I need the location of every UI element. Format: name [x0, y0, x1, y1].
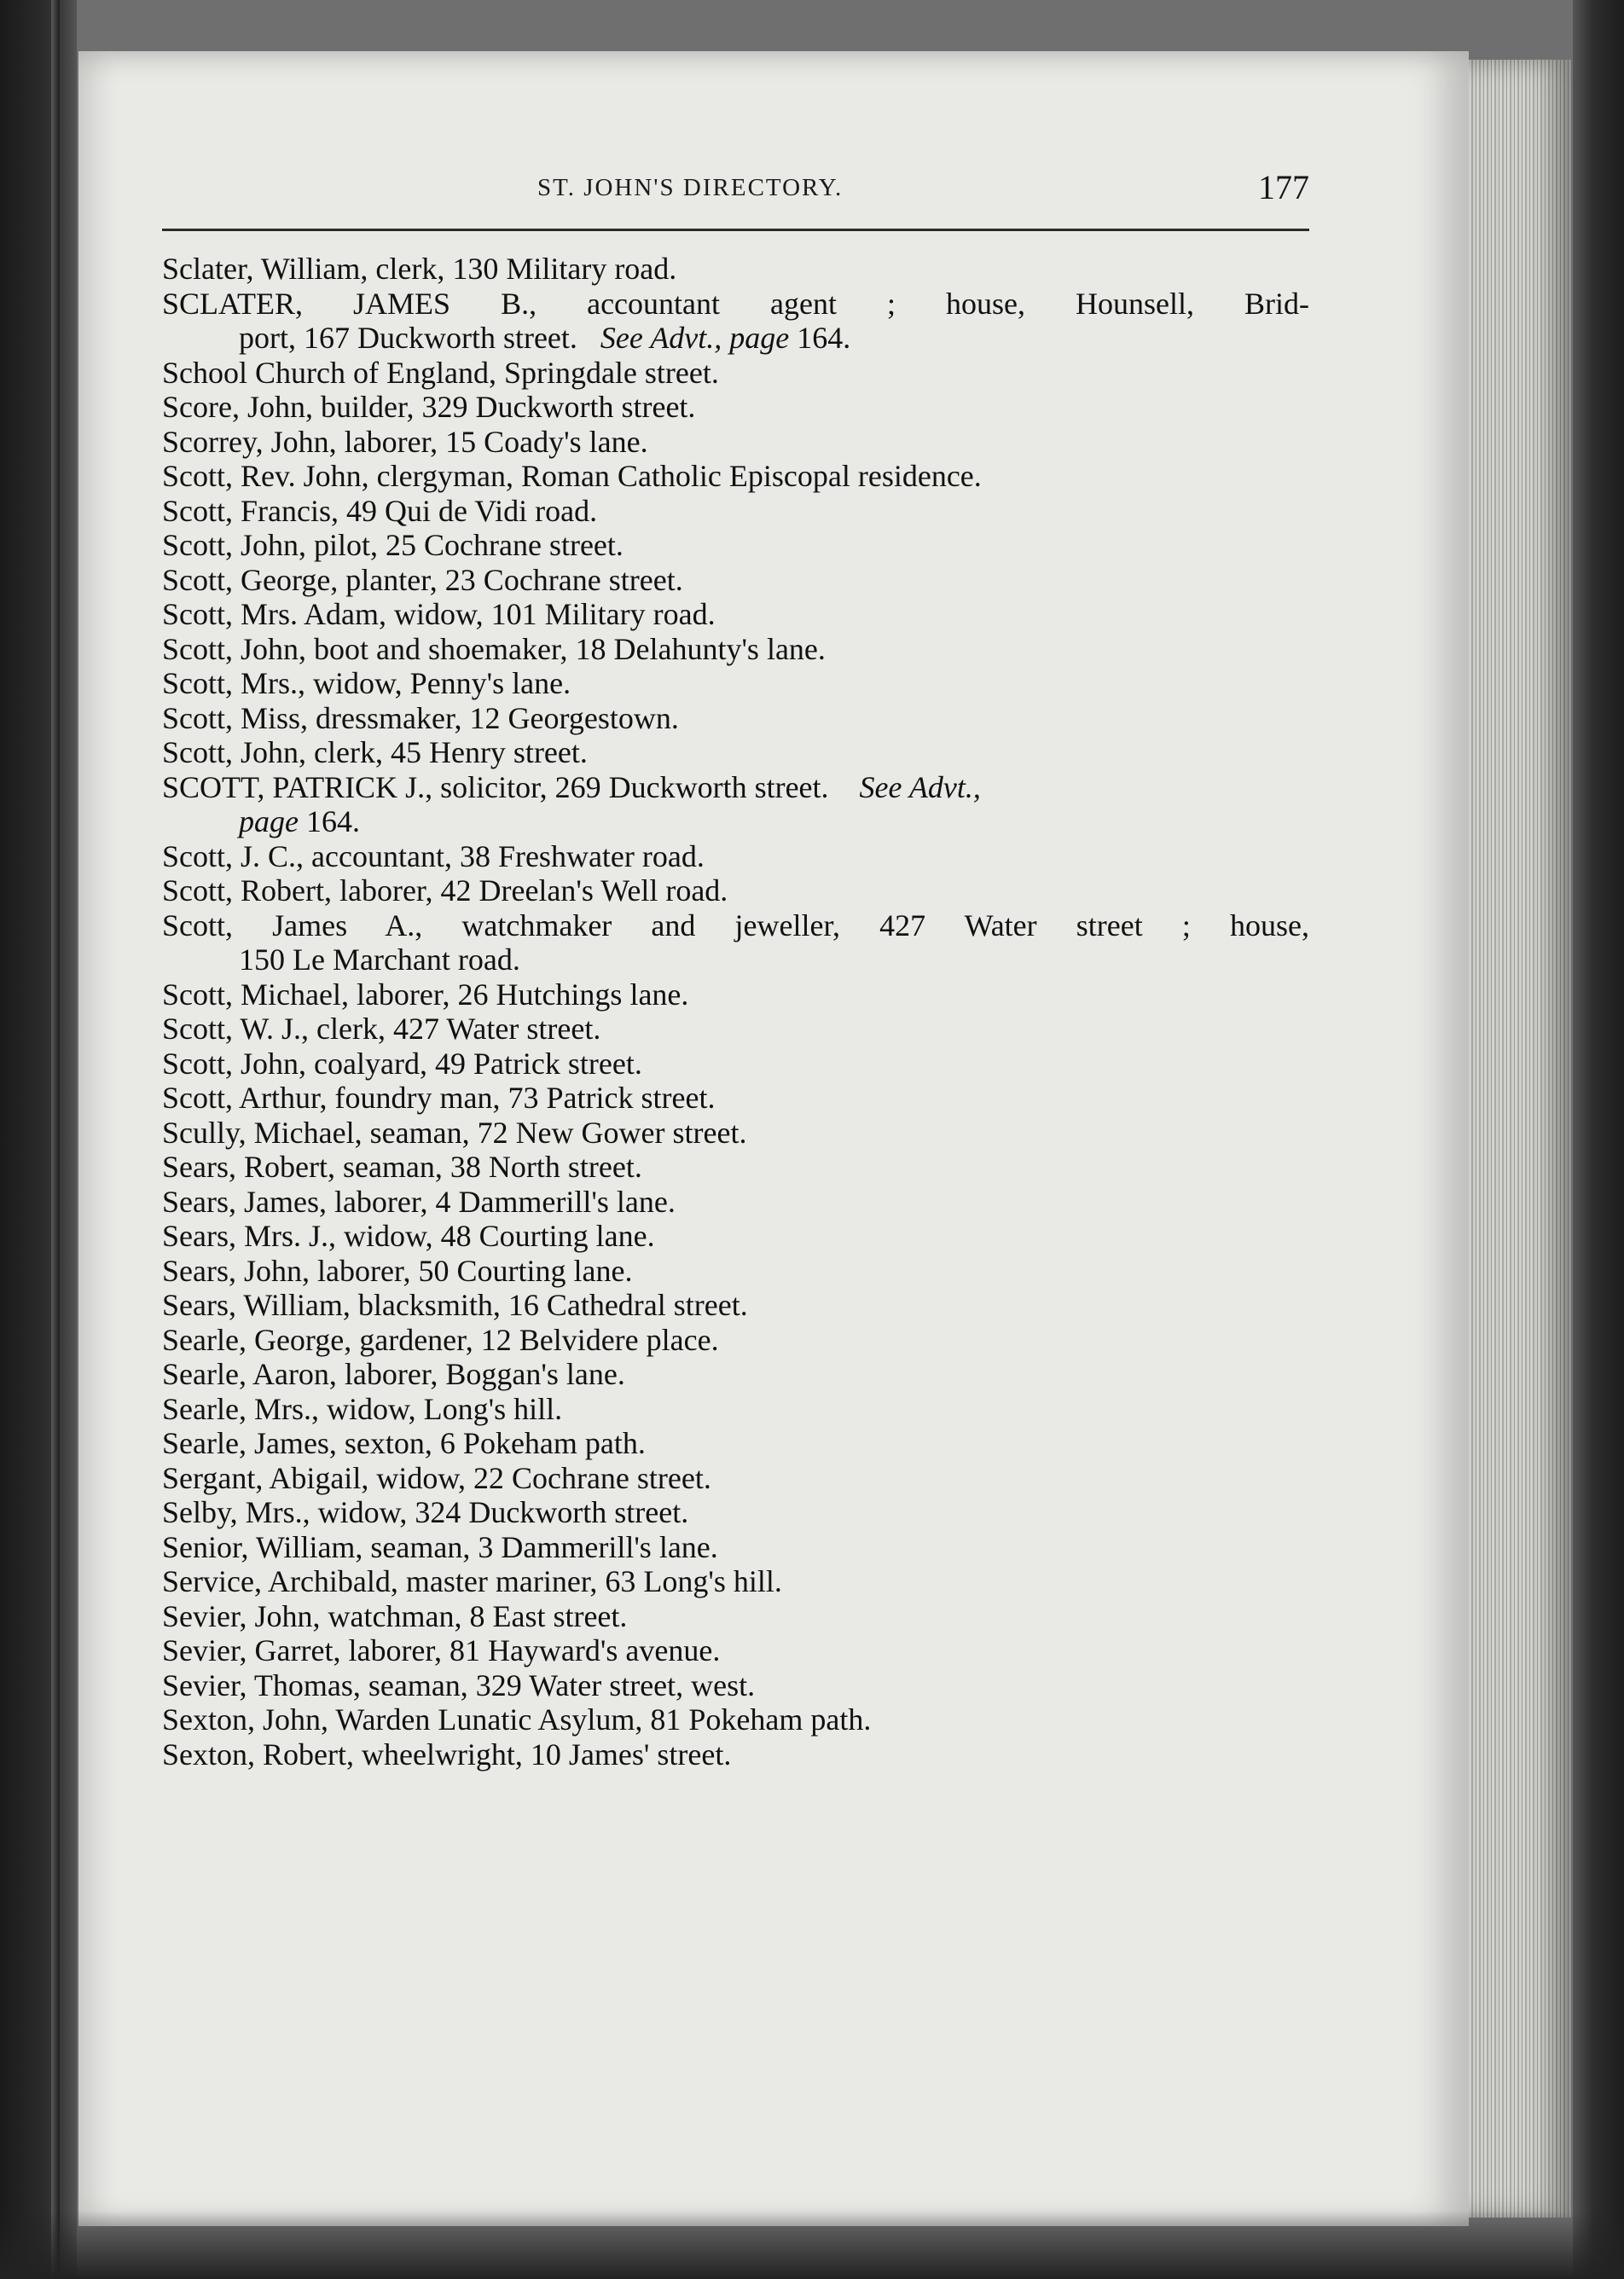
gutter-fold — [51, 0, 60, 2279]
directory-entry: Scott, Francis, 49 Qui de Vidi road. — [162, 493, 598, 528]
directory-entry: Scott, Michael, laborer, 26 Hutchings lane. — [162, 977, 689, 1012]
directory-entry: Sears, Mrs. J., widow, 48 Courting lane. — [162, 1219, 655, 1253]
directory-entry: Service, Archibald, master mariner, 63 Long's hill. — [162, 1564, 782, 1598]
directory-entry: Scott, Robert, laborer, 42 Dreelan's Well road. — [162, 873, 728, 908]
directory-entry: Scott, John, boot and shoemaker, 18 Delahunty's lane. — [162, 631, 826, 666]
directory-entry: Scott, John, clerk, 45 Henry street. — [162, 735, 588, 769]
running-head — [162, 167, 1309, 218]
directory-entry: Searle, Aaron, laborer, Boggan's lane. — [162, 1357, 625, 1391]
scan-background-bottom — [0, 2211, 1624, 2279]
directory-entry: Sclater, William, clerk, 130 Military road. — [162, 252, 677, 286]
directory-entry: Scott, Mrs. Adam, widow, 101 Military road. — [162, 597, 716, 631]
directory-entry: Sevier, Thomas, seaman, 329 Water street, west. — [162, 1667, 756, 1702]
directory-entry: Scott, Rev. John, clergyman, Roman Catholic Episcopal residence. — [162, 459, 982, 493]
directory-entry: Sears, Robert, seaman, 38 North street. — [162, 1150, 642, 1184]
directory-entry: Scott, James A., watchmaker and jeweller, 427 Water street ; house, 150 Le Marchant road. — [162, 908, 1309, 977]
directory-entry: Scott, J. C., accountant, 38 Freshwater road. — [162, 838, 705, 873]
directory-entry: Scott, John, pilot, 25 Cochrane street. — [162, 528, 624, 562]
running-title: ST. JOHN'S DIRECTORY. — [537, 174, 844, 201]
directory-entry: SCLATER, JAMES B., accountant agent ; house, Hounsell, Brid- port, 167 Duckworth street. See Advt., page 164. — [162, 286, 1309, 355]
directory-entry: Scott, Miss, dressmaker, 12 Georgestown. — [162, 700, 679, 735]
directory-entry: Sears, John, laborer, 50 Courting lane. — [162, 1253, 633, 1288]
directory-entry: Selby, Mrs., widow, 324 Duckworth street. — [162, 1495, 689, 1529]
page-number: 177 — [1258, 168, 1309, 206]
directory-entry: Senior, William, seaman, 3 Dammerill's lane. — [162, 1529, 718, 1564]
header-rule — [162, 229, 1309, 231]
directory-entry: Scott, W. J., clerk, 427 Water street. — [162, 1012, 601, 1046]
directory-entry: Sexton, John, Warden Lunatic Asylum, 81 Pokeham path. — [162, 1702, 872, 1737]
directory-entry: Sears, William, blacksmith, 16 Cathedral street. — [162, 1288, 748, 1322]
directory-entry: Sevier, John, watchman, 8 East street. — [162, 1598, 628, 1633]
directory-entry: Sergant, Abigail, widow, 22 Cochrane street. — [162, 1460, 711, 1495]
directory-entry: Scott, John, coalyard, 49 Patrick street. — [162, 1046, 642, 1081]
directory-entry: Searle, George, gardener, 12 Belvidere place. — [162, 1322, 719, 1357]
directory-entry: Score, John, builder, 329 Duckworth street. — [162, 390, 696, 424]
directory-entry: Searle, James, sexton, 6 Pokeham path. — [162, 1426, 646, 1460]
directory-entry: Sexton, Robert, wheelwright, 10 James' street. — [162, 1737, 732, 1772]
directory-entry: SCOTT, PATRICK J., solicitor, 269 Duckworth street. See Advt., page 164. — [162, 769, 981, 838]
directory-entries — [162, 252, 1314, 1772]
directory-entry: Scott, Mrs., widow, Penny's lane. — [162, 666, 571, 700]
directory-entry: Scott, George, planter, 23 Cochrane street. — [162, 562, 683, 597]
directory-entry: Scorrey, John, laborer, 15 Coady's lane. — [162, 424, 648, 459]
directory-entry: School Church of England, Springdale street. — [162, 355, 719, 390]
directory-entry: Scully, Michael, seaman, 72 New Gower street. — [162, 1115, 747, 1150]
directory-entry: Scott, Arthur, foundry man, 73 Patrick street. — [162, 1081, 716, 1115]
directory-entry: Sevier, Garret, laborer, 81 Hayward's avenue. — [162, 1633, 721, 1667]
page-edges — [1469, 60, 1571, 2218]
directory-entry: Searle, Mrs., widow, Long's hill. — [162, 1391, 563, 1426]
scan-background-right — [1573, 0, 1624, 2279]
directory-entry: Sears, James, laborer, 4 Dammerill's lane. — [162, 1184, 676, 1219]
scan-background-left — [0, 0, 77, 2279]
